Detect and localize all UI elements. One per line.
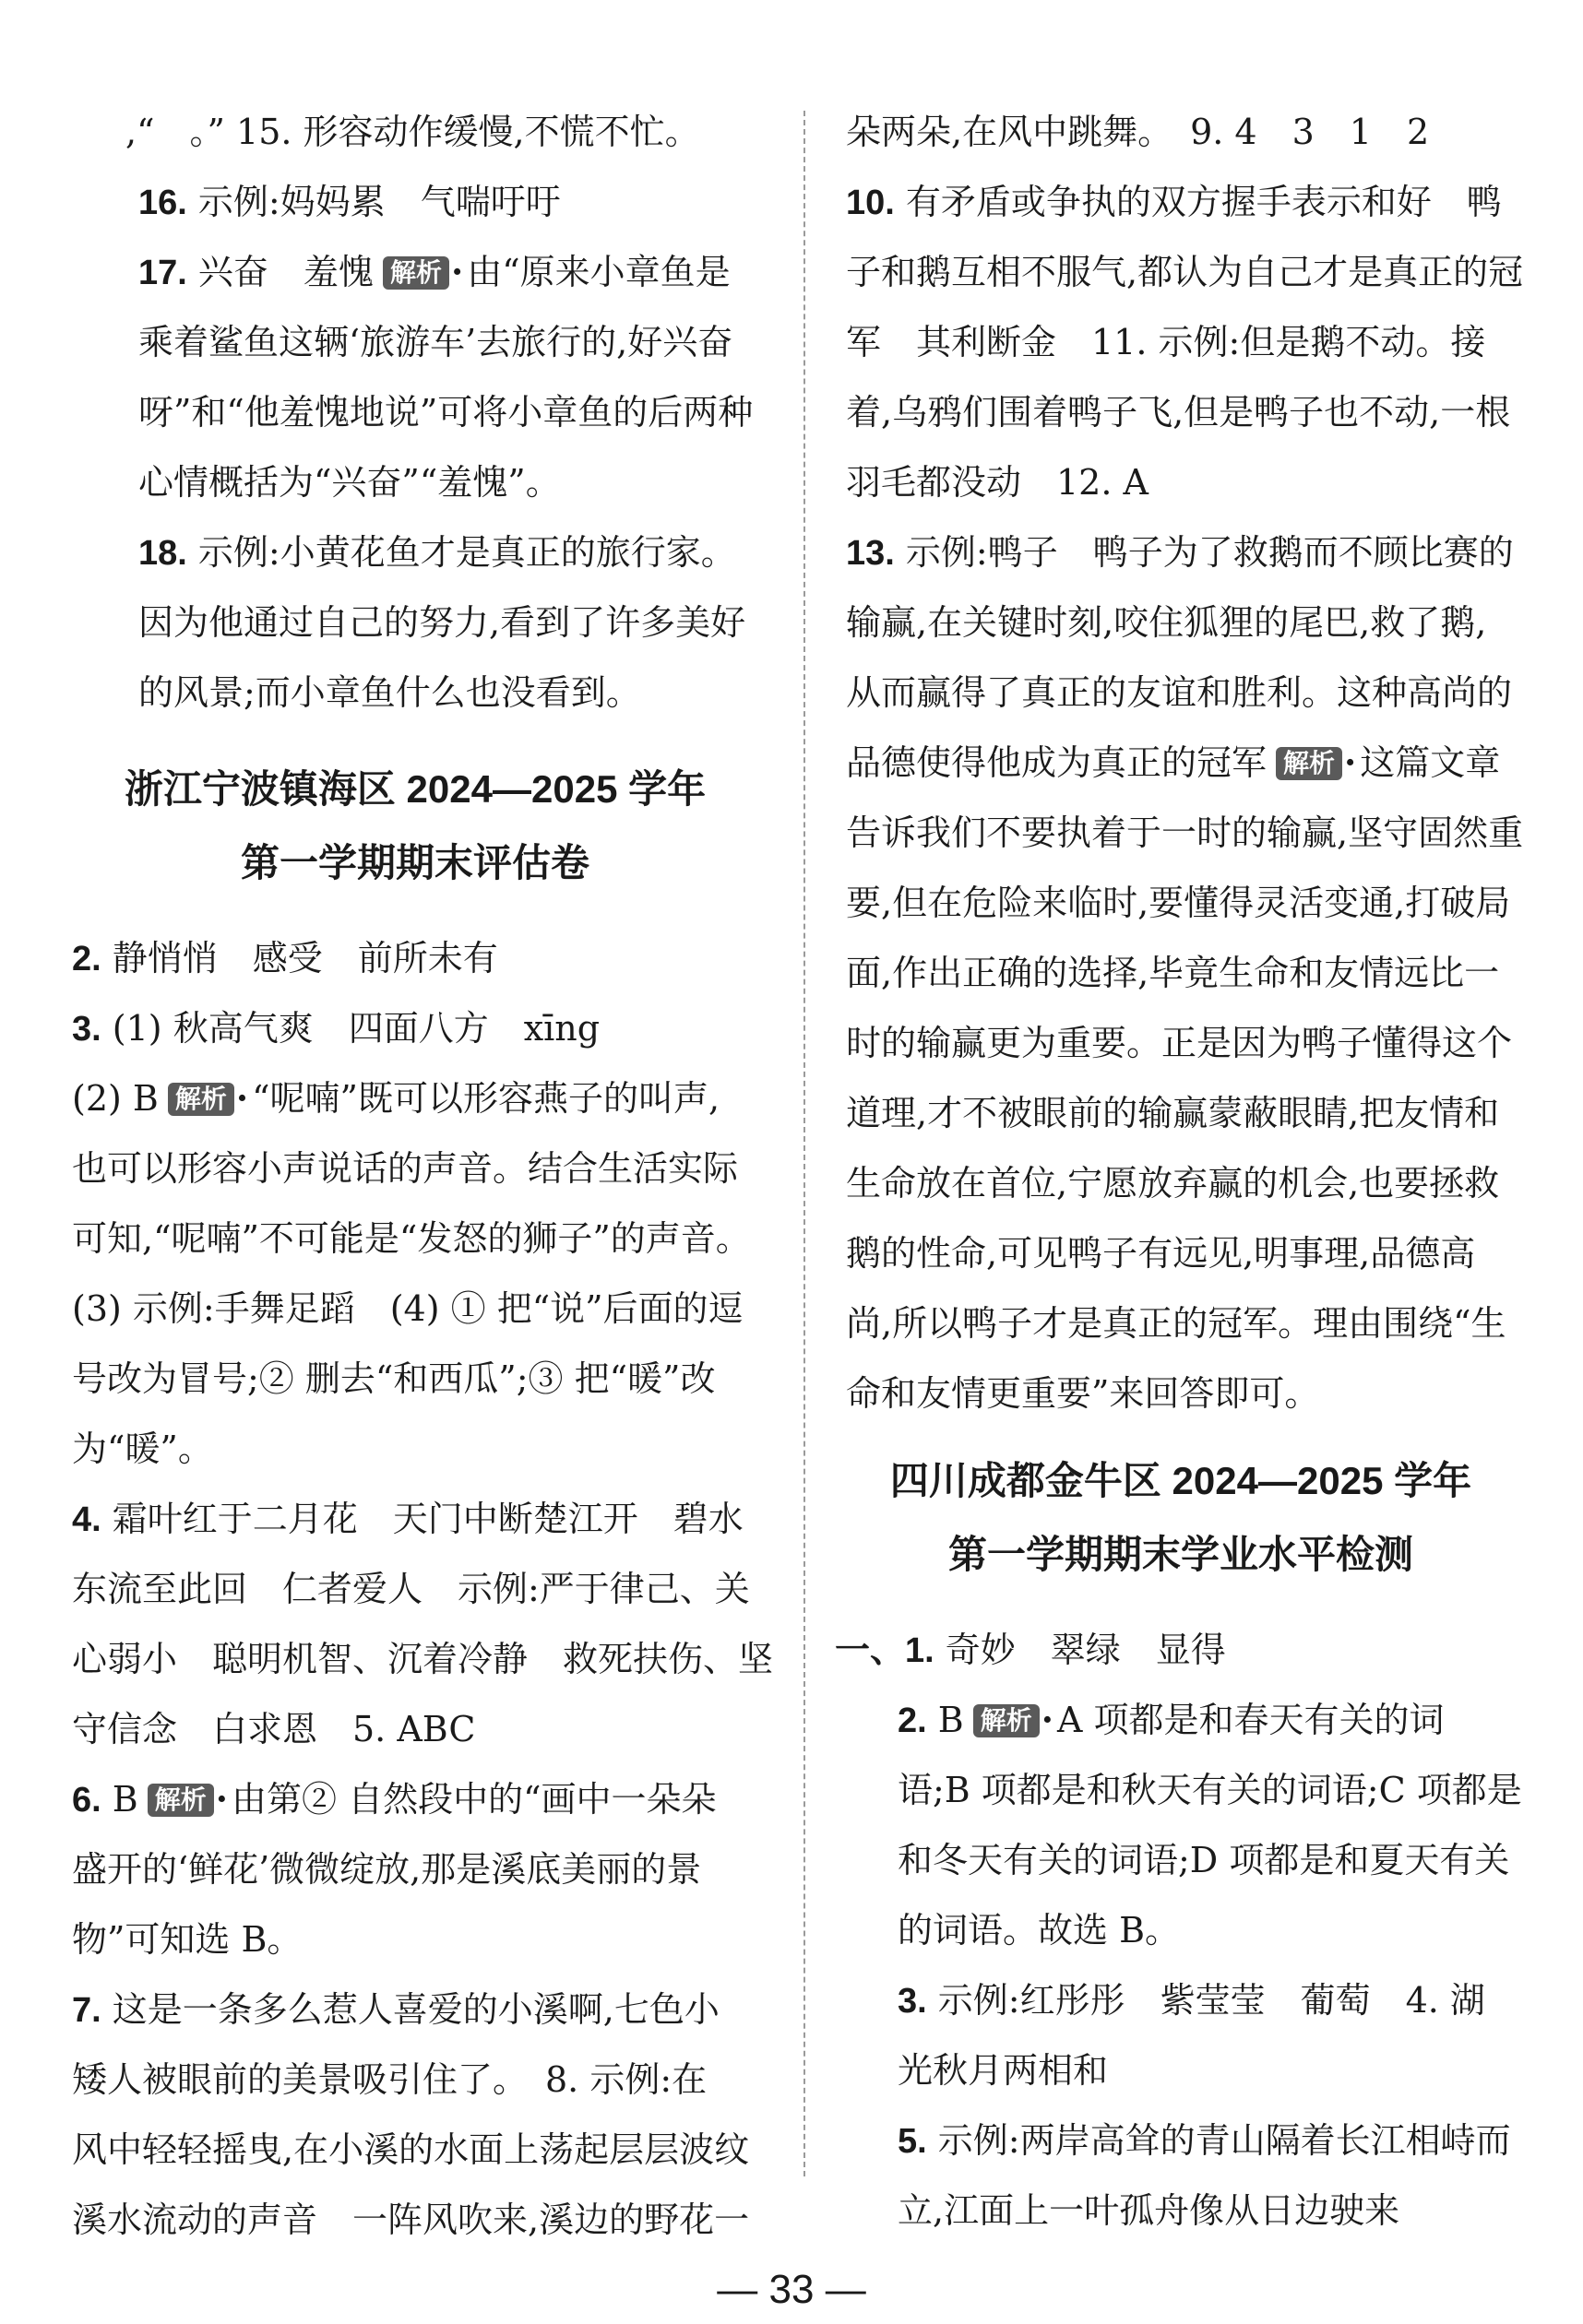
- answer-text: 要,但在危险来临时,要懂得灵活变通,打破局: [846, 883, 1511, 923]
- answer-text: 号改为冒号;② 删去“和西瓜”;③ 把“暖”改: [72, 1358, 716, 1399]
- answer-text: 从而赢得了真正的友谊和胜利。这种高尚的: [846, 672, 1513, 713]
- analysis-badge: 解析: [973, 1704, 1040, 1737]
- answer-line: [138, 670, 641, 716]
- answer-text: 朵两朵,在风中跳舞。 9. 4 3 1 2: [846, 112, 1430, 152]
- answer-line: [138, 179, 561, 226]
- answer-text: 面,作出正确的选择,毕竟生命和友情远比一: [846, 953, 1500, 993]
- answer-text: 物”可知选 B。: [72, 1919, 303, 1960]
- answer-line: [846, 109, 1429, 155]
- answer-line: [72, 1145, 738, 1192]
- answer-text: 子和鹅互相不服气,都认为自己才是真正的冠: [846, 252, 1524, 292]
- answer-line: 2. B 解析 · A 项都是和春天有关的词: [898, 1699, 1445, 1740]
- answer-line: [72, 1005, 600, 1052]
- answer-line: [898, 1837, 1509, 1883]
- exam-heading-ningbo-line2: 第一学期期末评估卷: [240, 841, 589, 884]
- answer-line: [846, 1230, 1475, 1276]
- answer-line: [72, 2057, 707, 2103]
- answer-line: [898, 1977, 1485, 2024]
- answer-line: [846, 1090, 1499, 1136]
- answer-text: 为“暖”。: [72, 1429, 213, 1469]
- answer-line: 6. B 解析 · 由第② 自然段中的“画中一朵朵: [72, 1778, 717, 1820]
- answer-line: 17. 兴奋 羞愧 解析 · 由“原来小章鱼是: [138, 251, 731, 292]
- analysis-text: 这篇文章: [1360, 742, 1501, 783]
- page-number: — 33 —: [717, 2267, 866, 2312]
- answer-text: 心情概括为“兴奋”“羞愧”。: [138, 462, 561, 503]
- answer-text: 鹅的性命,可见鸭子有远见,明事理,品德高: [846, 1233, 1476, 1274]
- answer-text: 的词语。故选 B。: [898, 1910, 1181, 1951]
- answer-text: 静悄悄 感受 前所未有: [112, 938, 498, 978]
- answer-line: [846, 950, 1499, 996]
- exam-heading-ningbo-line1: 浙江宁波镇海区 2024—2025 学年: [124, 767, 707, 811]
- answer-text: 的风景;而小章鱼什么也没看到。: [138, 672, 641, 713]
- answer-line: [72, 2197, 749, 2243]
- answer-text: 立,江面上一叶孤舟像从日边驶来: [898, 2190, 1400, 2231]
- answer-text: 示例:鸭子 鸭子为了救鹅而不顾比赛的: [905, 532, 1514, 573]
- answer-text: 兴奋 羞愧: [197, 252, 374, 292]
- answer-line: [72, 1566, 750, 1612]
- answer-line: [846, 389, 1510, 435]
- question-number: 2.: [72, 940, 101, 978]
- answer-text: B: [112, 1779, 138, 1820]
- answer-line: 品德使得他成为真正的冠军 解析 · 这篇文章: [846, 741, 1501, 783]
- answer-text: 霜叶红于二月花 天门中断楚江开 碧水: [112, 1499, 744, 1539]
- answer-line: [72, 2127, 749, 2173]
- answer-line: [72, 1706, 475, 1752]
- answer-line: [898, 1907, 1180, 1953]
- question-number: 16.: [138, 184, 187, 222]
- answer-line: [846, 1020, 1512, 1066]
- answer-text: 着,乌鸦们围着鸭子飞,但是鸭子也不动,一根: [846, 392, 1511, 433]
- answer-text: 军 其利断金 11. 示例:但是鹅不动。接: [846, 322, 1486, 362]
- analysis-text: 由“原来小章鱼是: [467, 252, 731, 292]
- answer-text: 因为他通过自己的努力,看到了许多美好: [138, 602, 746, 643]
- answer-line: [72, 1426, 213, 1472]
- answer-line: [125, 109, 700, 155]
- answer-text: 道理,才不被眼前的输赢蒙蔽眼睛,把友情和: [846, 1093, 1500, 1133]
- question-number: 6.: [72, 1781, 101, 1820]
- answer-line: [846, 880, 1510, 926]
- answer-line: [898, 2117, 1511, 2164]
- answer-text: 输赢,在关键时刻,咬住狐狸的尾巴,救了鹅,: [846, 602, 1487, 643]
- answer-text: 有矛盾或争执的双方握手表示和好 鸭: [905, 182, 1502, 222]
- answer-text: 奇妙 翠绿 显得: [945, 1630, 1226, 1670]
- answer-line: [846, 1370, 1319, 1417]
- question-number: 13.: [846, 534, 895, 573]
- answer-text: 守信念 白求恩 5. ABC: [72, 1709, 476, 1749]
- answer-text: 溪水流动的声音 一阵风吹来,溪边的野花一: [72, 2200, 750, 2240]
- answer-text: 也可以形容小声说话的声音。结合生活实际: [72, 1148, 739, 1189]
- answer-text: 品德使得他成为真正的冠军: [846, 742, 1268, 783]
- question-number: 一、1.: [835, 1631, 934, 1670]
- answer-line: [138, 319, 732, 365]
- answer-text: 风中轻轻摇曳,在小溪的水面上荡起层层波纹: [72, 2129, 750, 2170]
- answer-text: 心弱小 聪明机智、沉着冷静 救死扶伤、坚: [72, 1639, 774, 1679]
- answer-line: [138, 529, 736, 576]
- answer-line: (2) B 解析 · “呢喃”既可以形容燕子的叫声,: [72, 1077, 720, 1119]
- answer-line: [846, 529, 1514, 576]
- analysis-text: A 项都是和春天有关的词: [1056, 1700, 1445, 1740]
- analysis-text: 由第② 自然段中的“画中一朵朵: [231, 1779, 717, 1820]
- analysis-badge: 解析: [148, 1784, 214, 1817]
- answer-text: 矮人被眼前的美景吸引住了。 8. 示例:在: [72, 2059, 708, 2100]
- answer-text: 语;B 项都是和秋天有关的词语;C 项都是: [898, 1770, 1522, 1810]
- question-number: 3.: [72, 1010, 101, 1049]
- answer-line: [898, 2188, 1399, 2234]
- answer-line: [72, 1986, 720, 2034]
- answer-line: [72, 1215, 751, 1262]
- answer-text: 呀”和“他羞愧地说”可将小章鱼的后两种: [138, 392, 754, 433]
- answer-line: [72, 935, 498, 982]
- answer-line: [846, 670, 1512, 716]
- answer-line: [72, 1496, 744, 1543]
- answer-text: 时的输赢更为重要。正是因为鸭子懂得这个: [846, 1023, 1513, 1063]
- answer-line: [846, 319, 1485, 365]
- question-number: 2.: [898, 1702, 927, 1740]
- answer-text: ,“ 。” 15. 形容动作缓慢,不慌不忙。: [125, 112, 700, 152]
- answer-text: 光秋月两相和: [898, 2050, 1109, 2091]
- answer-line: [898, 1767, 1522, 1813]
- answer-line: [835, 1627, 1226, 1674]
- answer-line: [72, 1916, 302, 1962]
- analysis-text: “呢喃”既可以形容燕子的叫声,: [252, 1078, 720, 1119]
- answer-text: (2) B: [72, 1078, 159, 1119]
- answer-line: [846, 249, 1523, 295]
- answer-text: 盛开的‘鲜花’微微绽放,那是溪底美丽的景: [72, 1849, 702, 1890]
- question-number: 18.: [138, 534, 187, 573]
- analysis-badge: 解析: [383, 256, 449, 290]
- answer-text: 这是一条多么惹人喜爱的小溪啊,七色小: [112, 1989, 720, 2030]
- answer-text: 可知,“呢喃”不可能是“发怒的狮子”的声音。: [72, 1218, 751, 1259]
- answer-text: (3) 示例:手舞足蹈 (4) ① 把“说”后面的逗: [72, 1288, 744, 1329]
- answer-text: 示例:两岸高耸的青山隔着长江相峙而: [937, 2120, 1511, 2161]
- exam-heading-chengdu-line1: 四川成都金牛区 2024—2025 学年: [889, 1459, 1472, 1502]
- answer-text: 和冬天有关的词语;D 项都是和夏天有关: [898, 1840, 1510, 1880]
- answer-line: [846, 459, 1149, 505]
- answer-text: 命和友情更重要”来回答即可。: [846, 1373, 1320, 1414]
- answer-text: (1) 秋高气爽 四面八方 xīng: [112, 1008, 601, 1049]
- answer-text: 生命放在首位,宁愿放弃赢的机会,也要拯救: [846, 1163, 1500, 1204]
- question-number: 10.: [846, 184, 895, 222]
- exam-heading-chengdu-line2: 第一学期期末学业水平检测: [947, 1533, 1413, 1576]
- answer-line: [846, 1300, 1506, 1346]
- answer-line: [138, 599, 745, 646]
- answer-text: 东流至此回 仁者爱人 示例:严于律己、关: [72, 1569, 750, 1609]
- answer-text: 告诉我们不要执着于一时的输赢,坚守固然重: [846, 812, 1524, 853]
- question-number: 3.: [898, 1982, 927, 2021]
- answer-text: 乘着鲨鱼这辆‘旅游车’去旅行的,好兴奋: [138, 322, 733, 362]
- answer-line: [72, 1286, 744, 1332]
- answer-text: 羽毛都没动 12. A: [846, 462, 1149, 503]
- question-number: 7.: [72, 1991, 101, 2030]
- analysis-badge: 解析: [168, 1083, 234, 1116]
- answer-text: 示例:红彤彤 紫莹莹 葡萄 4. 湖: [937, 1980, 1485, 2021]
- column-divider: [803, 111, 805, 2176]
- answer-line: [72, 1356, 715, 1402]
- answer-line: [846, 179, 1502, 226]
- question-number: 4.: [72, 1500, 101, 1539]
- answer-line: [898, 2047, 1108, 2093]
- question-number: 5.: [898, 2122, 927, 2161]
- answer-line: [138, 389, 753, 435]
- answer-line: [138, 459, 561, 505]
- answer-line: [846, 810, 1523, 856]
- answer-line: [72, 1636, 773, 1682]
- answer-line: [846, 599, 1486, 646]
- answer-text: 示例:妈妈累 气喘吁吁: [197, 182, 561, 222]
- analysis-badge: 解析: [1276, 747, 1342, 780]
- answer-text: B: [937, 1700, 964, 1740]
- answer-line: [846, 1160, 1499, 1206]
- answer-text: 示例:小黄花鱼才是真正的旅行家。: [197, 532, 736, 573]
- answer-line: [72, 1846, 701, 1892]
- answer-text: 尚,所以鸭子才是真正的冠军。理由围绕“生: [846, 1303, 1506, 1344]
- question-number: 17.: [138, 254, 187, 292]
